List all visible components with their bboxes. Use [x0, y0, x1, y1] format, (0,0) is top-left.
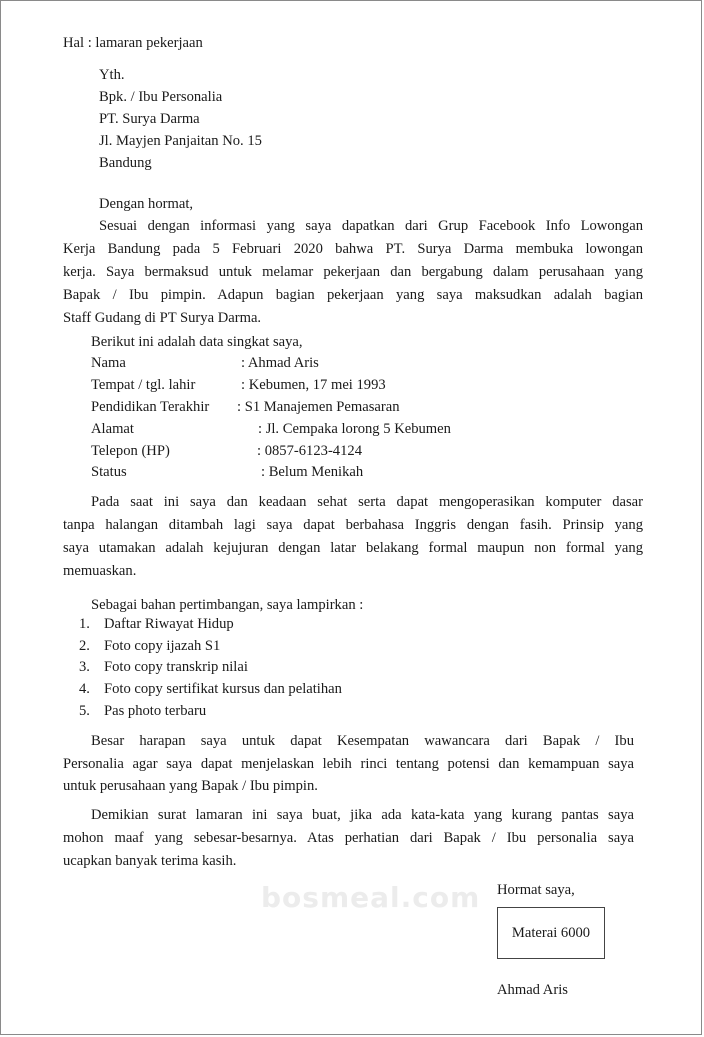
list-item: Foto copy transkrip nilai	[104, 659, 248, 675]
paragraph-line: tanpa halangan ditambah lagi saya dapat berbahasa Inggris dengan fasih. Prinsip yang	[63, 517, 643, 533]
field-label: Tempat / tgl. lahir	[91, 377, 196, 393]
subject-line: Hal : lamaran pekerjaan	[63, 35, 203, 51]
list-item: Foto copy sertifikat kursus dan pelatihan	[104, 681, 342, 697]
field-value: : Belum Menikah	[261, 464, 364, 480]
paragraph-line: Sesuai dengan informasi yang saya dapatkan dari Grup Facebook Info Lowongan	[99, 218, 643, 234]
stamp-label: Materai 6000	[511, 924, 591, 941]
field-label: Alamat	[91, 421, 134, 437]
paragraph-line: saya utamakan adalah kejujuran dengan latar belakang formal maupun non formal yang	[63, 540, 643, 556]
paragraph-line: Personalia agar saya dapat menjelaskan lebih rinci tentang potensi dan kemampuan saya	[63, 756, 634, 772]
field-label: Nama	[91, 355, 126, 371]
paragraph-line: Bapak / Ibu pimpin. Adapun bagian pekerjaan yang saya maksudkan adalah bagian	[63, 287, 643, 303]
closing-salutation: Hormat saya,	[497, 882, 575, 898]
paragraph-line: Besar harapan saya untuk dapat Kesempatan wawancara dari Bapak / Ibu	[91, 733, 634, 749]
field-label: Telepon (HP)	[91, 443, 170, 459]
field-value: : Kebumen, 17 mei 1993	[241, 377, 386, 393]
list-number: 2.	[79, 638, 90, 654]
list-item: Daftar Riwayat Hidup	[104, 616, 234, 632]
field-value: : Jl. Cempaka lorong 5 Kebumen	[258, 421, 451, 437]
signer-name: Ahmad Aris	[497, 982, 568, 998]
watermark: bosmeal.com	[261, 881, 481, 914]
paragraph-line: Demikian surat lamaran ini saya buat, jika ada kata-kata yang kurang pantas saya	[91, 807, 634, 823]
paragraph-line: mohon maaf yang sebesar-besarnya. Atas perhatian dari Bapak / Ibu personalia saya	[63, 830, 634, 846]
field-label: Pendidikan Terakhir	[91, 399, 210, 415]
paragraph-line: untuk perusahaan yang Bapak / Ibu pimpin.	[63, 778, 318, 794]
field-value: : Ahmad Aris	[241, 355, 319, 371]
field-value: : 0857-6123-4124	[257, 443, 362, 459]
field-value: : S1 Manajemen Pemasaran	[237, 399, 400, 415]
paragraph-line: Kerja Bandung pada 5 Februari 2020 bahwa PT. Surya Darma membuka lowongan	[63, 241, 643, 257]
recipient-line: PT. Surya Darma	[99, 111, 200, 127]
paragraph-line: ucapkan banyak terima kasih.	[63, 853, 237, 869]
list-item: Pas photo terbaru	[104, 703, 207, 719]
paragraph-line: Pada saat ini saya dan keadaan sehat serta dapat mengoperasikan komputer dasar	[91, 494, 643, 510]
recipient-line: Yth.	[99, 67, 125, 83]
list-number: 1.	[79, 616, 90, 632]
field-label: Status	[91, 464, 127, 480]
paragraph-line: kerja. Saya bermaksud untuk melamar pekerjaan dan bergabung dalam perusahaan yang	[63, 264, 643, 280]
list-number: 4.	[79, 681, 90, 697]
paragraph-line: memuaskan.	[63, 563, 137, 579]
data-intro: Berikut ini adalah data singkat saya,	[91, 334, 303, 350]
list-item: Foto copy ijazah S1	[104, 638, 221, 654]
paragraph-line: Staff Gudang di PT Surya Darma.	[63, 310, 262, 326]
list-number: 5.	[79, 703, 90, 719]
list-number: 3.	[79, 659, 90, 675]
recipient-line: Bpk. / Ibu Personalia	[99, 89, 223, 105]
recipient-line: Jl. Mayjen Panjaitan No. 15	[99, 133, 262, 149]
recipient-line: Bandung	[99, 155, 152, 171]
attachments-intro: Sebagai bahan pertimbangan, saya lampirkan :	[91, 597, 364, 613]
greeting: Dengan hormat,	[99, 196, 194, 212]
stamp-box	[497, 907, 605, 959]
